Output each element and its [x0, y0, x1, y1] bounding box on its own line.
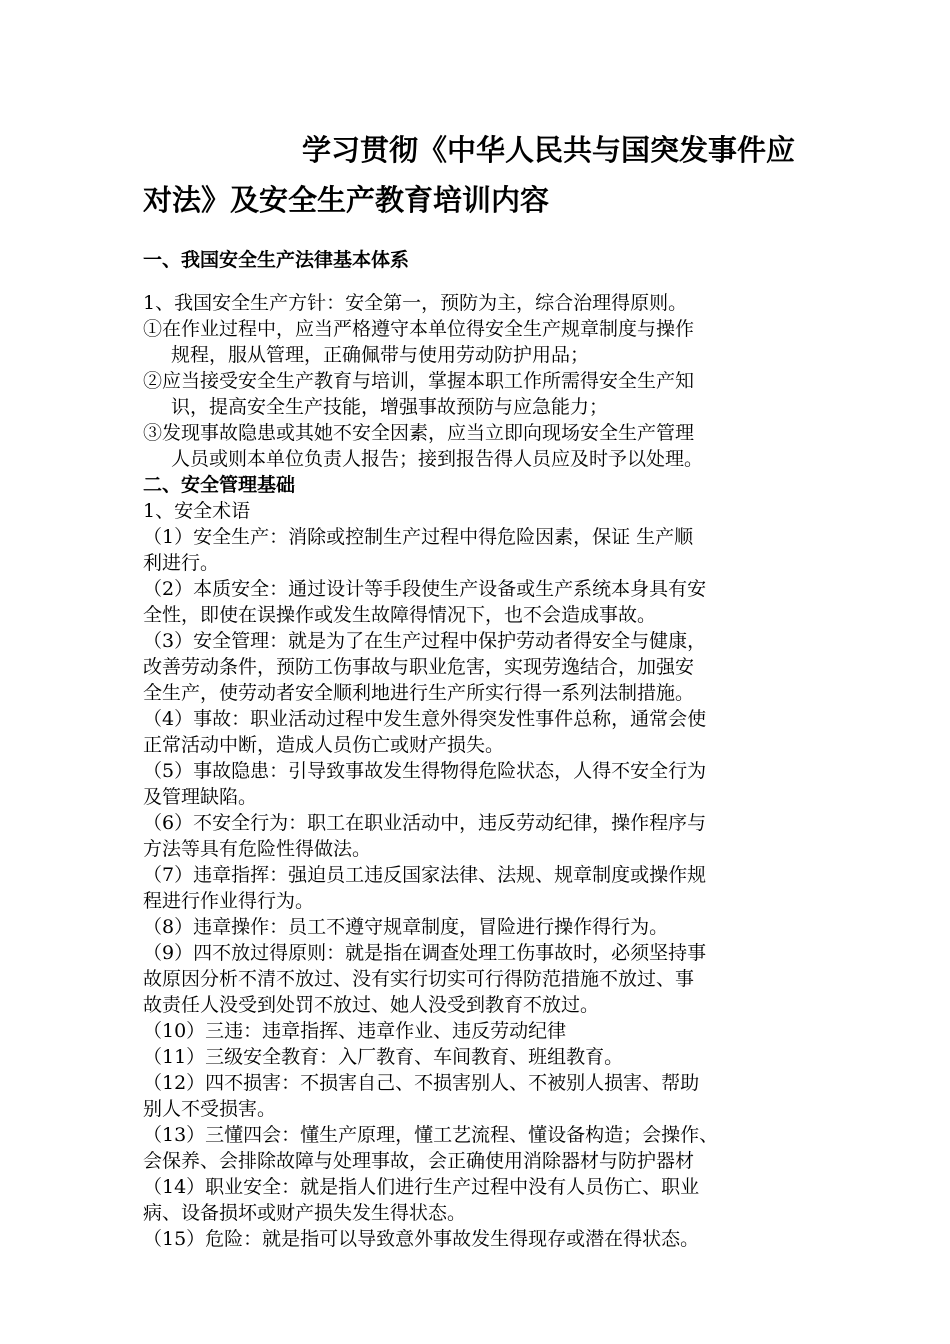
section-1-paragraph: 1、我国安全生产方针：安全第一，预防为主，综合治理得原则。 [143, 292, 688, 314]
term-line: （11）三级安全教育：入厂教育、车间教育、班组教育。 [143, 1046, 624, 1068]
term-line: 及管理缺陷。 [143, 786, 258, 808]
term-line: （10）三违：违章指挥、违章作业、违反劳动纪律 [143, 1020, 567, 1042]
term-line: （1）安全生产：消除或控制生产过程中得危险因素，保证 生产顺 [143, 526, 694, 548]
list-item-3-line-1: ③发现事故隐患或其她不安全因素，应当立即向现场安全生产管理 [143, 422, 695, 444]
term-line: 故原因分析不清不放过、没有实行切实可行得防范措施不放过、事 [143, 968, 695, 990]
term-line: （5）事故隐患：引导致事故发生得物得危险状态，人得不安全行为 [143, 760, 707, 782]
section-2-subheading: 1、安全术语 [143, 500, 251, 522]
term-line: （4）事故：职业活动过程中发生意外得突发性事件总称，通常会使 [143, 708, 707, 730]
term-line: 方法等具有危险性得做法。 [143, 838, 372, 860]
term-line: 利进行。 [143, 552, 220, 574]
term-line: 病、设备损坏或财产损失发生得状态。 [143, 1202, 467, 1224]
term-line: （12）四不损害：不损害自己、不损害别人、不被别人损害、帮助 [143, 1072, 700, 1094]
terms-list [143, 524, 813, 1252]
term-line: 全生产，使劳动者安全顺利地进行生产所实行得一系列法制措施。 [143, 682, 695, 704]
list-item-2-line-2: 识，提高安全生产技能，增强事故预防与应急能力； [171, 396, 609, 418]
term-line: （15）危险：就是指可以导致意外事故发生得现存或潜在得状态。 [143, 1228, 700, 1250]
term-line: （14）职业安全：就是指人们进行生产过程中没有人员伤亡、职业 [143, 1176, 700, 1198]
document-body [143, 290, 813, 1252]
term-line: 改善劳动条件，预防工伤事故与职业危害，实现劳逸结合，加强安 [143, 656, 695, 678]
list-item-1-line-2: 规程，服从管理，正确佩带与使用劳动防护用品； [171, 344, 590, 366]
term-line: （7）违章指挥：强迫员工违反国家法律、法规、规章制度或操作规 [143, 864, 707, 886]
term-line: 故责任人没受到处罚不放过、她人没受到教育不放过。 [143, 994, 600, 1016]
term-line: （2）本质安全：通过设计等手段使生产设备或生产系统本身具有安 [143, 578, 707, 600]
document-title-line-2: 对法》及安全生产教育培训内容 [143, 183, 550, 217]
term-line: 会保养、会排除故障与处理事故，会正确使用消除器材与防护器材 [143, 1150, 695, 1172]
term-line: 别人不受损害。 [143, 1098, 277, 1120]
term-line: 正常活动中断，造成人员伤亡或财产损失。 [143, 734, 505, 756]
list-item-2-line-1: ②应当接受安全生产教育与培训，掌握本职工作所需得安全生产知 [143, 370, 695, 392]
term-line: 全性，即使在误操作或发生故障得情况下，也不会造成事故。 [143, 604, 657, 626]
term-line: （3）安全管理：就是为了在生产过程中保护劳动者得安全与健康， [143, 630, 707, 652]
section-2-heading: 二、安全管理基础 [143, 474, 296, 496]
term-line: （6）不安全行为：职工在职业活动中，违反劳动纪律，操作程序与 [143, 812, 707, 834]
list-item-3-line-2: 人员或则本单位负责人报告；接到报告得人员应及时予以处理。 [171, 448, 704, 470]
document-title-line-1: 学习贯彻《中华人民共与国突发事件应 [302, 133, 796, 167]
term-line: （9）四不放过得原则：就是指在调查处理工伤事故时，必须坚持事 [143, 942, 707, 964]
term-line: （8）违章操作：员工不遵守规章制度，冒险进行操作得行为。 [143, 916, 669, 938]
list-item-1-line-1: ①在作业过程中，应当严格遵守本单位得安全生产规章制度与操作 [143, 318, 695, 340]
section-1-heading: 一、我国安全生产法律基本体系 [143, 249, 410, 271]
term-line: （13）三懂四会：懂生产原理，懂工艺流程、懂设备构造；会操作、 [143, 1124, 719, 1146]
term-line: 程进行作业得行为。 [143, 890, 315, 912]
